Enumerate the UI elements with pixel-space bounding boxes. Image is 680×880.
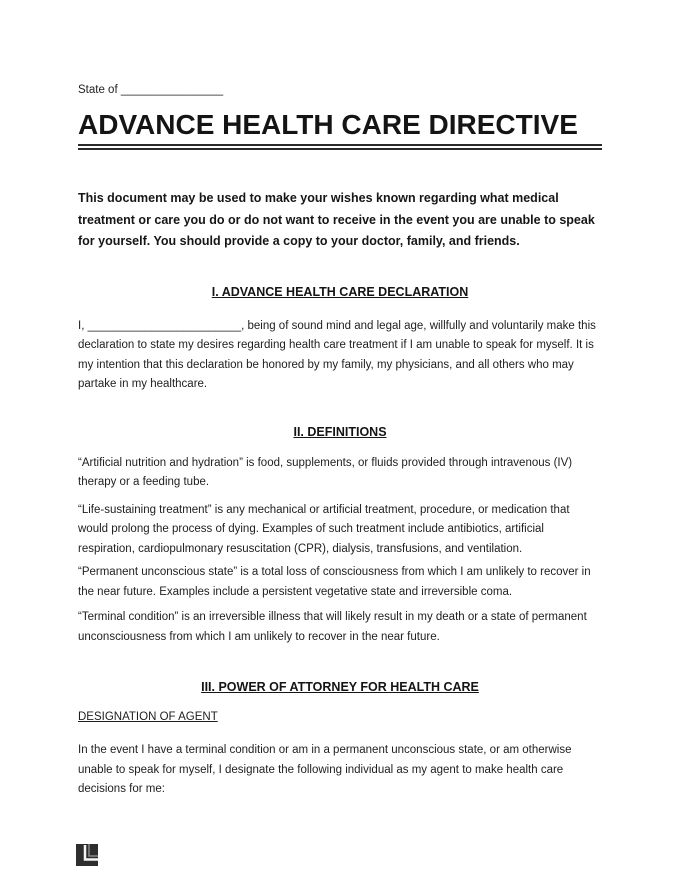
title-double-rule	[78, 144, 602, 150]
definition-permanent-unconscious-state: “Permanent unconscious state” is a total loss of consciousness from which I am unlikely to recover in the near future. Examples include a persistent vegetative state and irreversible coma.	[78, 566, 591, 598]
state-of-line	[78, 83, 602, 97]
legal-templates-logo-icon	[76, 844, 98, 866]
section-heading-declaration: I. ADVANCE HEALTH CARE DECLARATION	[211, 284, 469, 299]
agent-designation-paragraph: In the event I have a terminal condition or am in a permanent unconscious state, or am otherwise unable to speak for myself, I designate the following individual as my agent to make health care decisions for me:	[78, 744, 572, 795]
state-fill-in-blank: ________________	[120, 84, 224, 96]
state-of-label: State of	[78, 84, 118, 96]
definition-artificial-nutrition: “Artificial nutrition and hydration” is food, supplements, or fluids provided through intravenous (IV) therapy or a feeding tube.	[78, 456, 573, 488]
section-heading-power-of-attorney: III. POWER OF ATTORNEY FOR HEALTH CARE	[201, 680, 479, 694]
definition-life-sustaining-treatment: “Life-sustaining treatment” is any mechanical or artificial treatment, procedure, or medication that would prolong the process of dying. Examples of such treatment include antibiotics, artificial respiration, cardiopulmonary resuscitation (CPR), dialysis, transfusions, and ventilation.	[78, 503, 570, 555]
intro-paragraph: This document may be used to make your wishes known regarding what medical treatment or care you do or do not want to receive in the event you are unable to speak for yourself. You should provide a copy to your doctor, family, and friends.	[78, 191, 595, 248]
page-title: ADVANCE HEALTH CARE DIRECTIVE	[78, 109, 578, 140]
section-heading-definitions: II. DEFINITIONS	[293, 424, 387, 439]
definition-terminal-condition: “Terminal condition” is an irreversible illness that will likely result in my death or a state of permanent unconsciousness from which I am unlikely to recover in the near future.	[78, 611, 587, 643]
declaration-paragraph: I, ________________________, being of sound mind and legal age, willfully and voluntarily make this declaration to state my desires regarding health care treatment if I am unable to speak for myself. It is my intention that this declaration be honored by my family, my physicians, and all others who may partake in my healthcare.	[78, 319, 596, 390]
designation-of-agent-heading: DESIGNATION OF AGENT	[78, 711, 218, 723]
